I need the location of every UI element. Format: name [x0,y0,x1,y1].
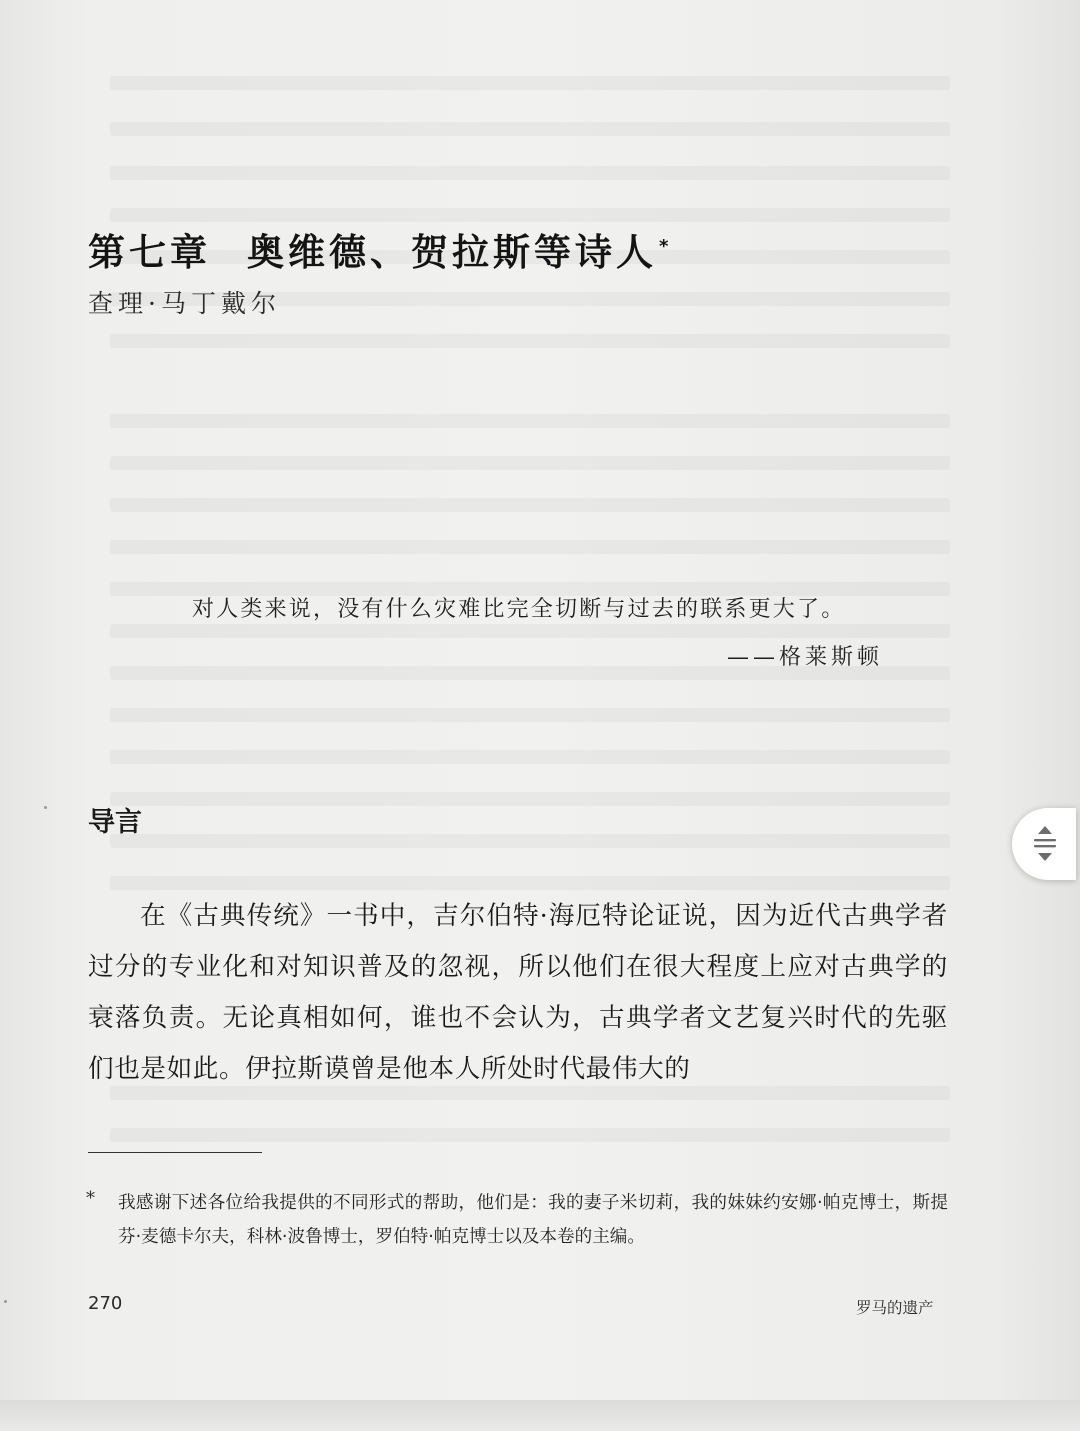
body-paragraph: 在《古典传统》一书中，吉尔伯特·海厄特论证说，因为近代古典学者过分的专业化和对知识普及的忽视，所以他们在很大程度上应对古典学的衰落负责。无论真相如何，谁也不会认为，古典学者文艺复兴时代的先驱们也是如此。伊拉斯谟曾是他本人所处时代最伟大的 [88,901,948,1084]
section-heading: 导言 [88,807,142,838]
viewer-bottom-edge [0,1400,1080,1431]
footnote-text: 我感谢下述各位给我提供的不同形式的帮助，他们是：我的妻子米切莉，我的妹妹约安娜·帕克博士，斯提芬·麦德卡尔夫，科林·波鲁博士，罗伯特·帕克博士以及本卷的主编。 [118,1193,948,1247]
chapter-name: 奥维德、贺拉斯等诗人 [247,231,657,274]
epigraph-quote: 对人类来说，没有什么灾难比完全切断与过去的联系更大了。 [192,597,846,622]
footnote-rule [88,1152,262,1153]
page-number: 270 [88,1293,123,1314]
paper-speck [4,1300,7,1303]
chapter-title [88,222,672,276]
chapter-author: 查理·马丁戴尔 [88,289,281,318]
epigraph-attribution: ——格莱斯顿 [727,645,884,670]
chapter-footnote-marker: * [659,235,673,257]
chapter-number: 第七章 [88,231,211,274]
footnote-marker: * [86,1188,95,1209]
paper-speck [44,806,47,809]
scroll-handle-icon [1030,824,1060,864]
scroll-handle-button[interactable] [1012,808,1076,880]
running-title: 罗马的遗产 [856,1299,934,1317]
